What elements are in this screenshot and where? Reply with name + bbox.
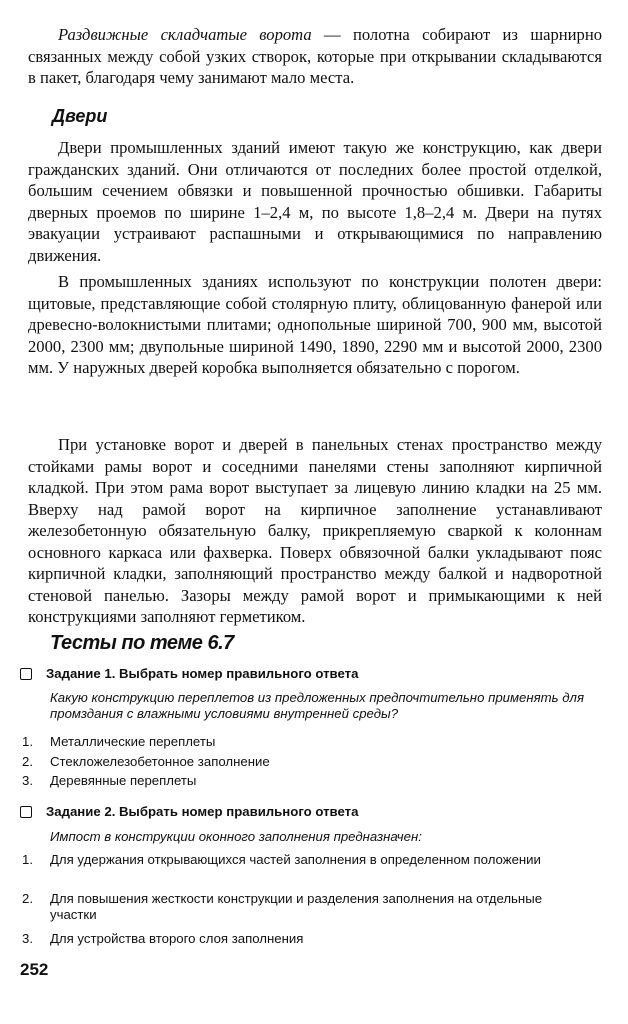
- checkbox-icon: [20, 668, 32, 680]
- paragraph-folding-gates: [28, 24, 602, 89]
- option-text: Стекложелезобетонное заполнение: [50, 754, 270, 769]
- option-text: Деревянные переплеты: [50, 773, 197, 788]
- task-1-question: Какую конструкцию переплетов из предложенных предпочтительно применять для промздания с влажными условиями внутренней среды?: [50, 690, 585, 721]
- option-number: 1.: [22, 852, 33, 867]
- page-number: 252: [20, 960, 49, 979]
- paragraph-doors-2: В промышленных зданиях используют по конструкции полотен двери: щитовые, представляющие собой столярную плиту, облицованную фанерой или древесно-волокнистыми плитами; однопольные шириной 700, 900 мм, высотой 2000, 2300 мм; двупольные шириной 1490, 1890, 2290 мм и высотой 2000, 2300 мм. У наружных дверей коробка выполняется обязательно с порогом.: [28, 272, 602, 377]
- task-2-header: [20, 804, 358, 819]
- option-number: 2.: [22, 891, 33, 906]
- task-2-question: Импост в конструкции оконного заполнения предназначен:: [50, 829, 422, 844]
- option-text: Для повышения жесткости конструкции и разделения заполнения на отдельные участки: [50, 891, 543, 922]
- option-number: 1.: [22, 734, 33, 749]
- task-1-option: [22, 754, 582, 770]
- paragraph-panel-walls: При установке ворот и дверей в панельных стенах пространство между стойками рамы ворот и соседними панелями стены заполняют кирпичной кладкой. При этом рама ворот выступает за лицевую линию кладки на 25 мм. Вверху над рамой ворот на кирпичное заполнение устанавливают железобетонную обязательную балку, прикрепляемую сваркой к колоннам основного каркаса или фахверка. Поверх обвязочной балки укладывают пояс кирпичной кладки, заполняющий пространство между балкой и надворотной стеновой панелью. Зазоры между рамой ворот и примыкающими к ней конструкциями заполняют герметиком.: [28, 435, 602, 626]
- task-1-option: [22, 734, 582, 750]
- option-number: 2.: [22, 754, 33, 769]
- paragraph-folding-gates-text: — полотна собирают из шарнирно связанных между собой узких створок, которые при открывании складываются в пакет, благодаря чему занимают мало места.: [28, 25, 603, 87]
- task-2-option: [22, 852, 582, 868]
- term-folding-gates: Раздвижные складчатые ворота: [58, 25, 312, 44]
- option-number: 3.: [22, 773, 33, 788]
- option-text: Металлические переплеты: [50, 734, 216, 749]
- task-1-header: [20, 666, 358, 681]
- heading-doors: Двери: [52, 106, 108, 126]
- task-2-option: [22, 891, 582, 923]
- option-number: 3.: [22, 931, 33, 946]
- heading-tests: Тесты по теме 6.7: [50, 632, 234, 654]
- task-2-option: [22, 931, 582, 947]
- checkbox-icon: [20, 806, 32, 818]
- task-2-title: Задание 2. Выбрать номер правильного ответа: [46, 804, 359, 819]
- option-text: Для удержания открывающихся частей заполнения в определенном положении: [50, 852, 541, 867]
- option-text: Для устройства второго слоя заполнения: [50, 931, 304, 946]
- paragraph-doors-1: Двери промышленных зданий имеют такую же конструкцию, как двери гражданских зданий. Они отличаются от последних более простой отделкой, большим сечением обвязки и повышенной прочностью обшивки. Габариты дверных проемов по ширине 1–2,4 м, по высоте 1,8–2,4 м. Двери на путях эвакуации устраивают распашными и открывающимися по направлению движения.: [28, 138, 602, 265]
- task-1-title: Задание 1. Выбрать номер правильного ответа: [46, 666, 359, 681]
- task-1-option: [22, 773, 582, 789]
